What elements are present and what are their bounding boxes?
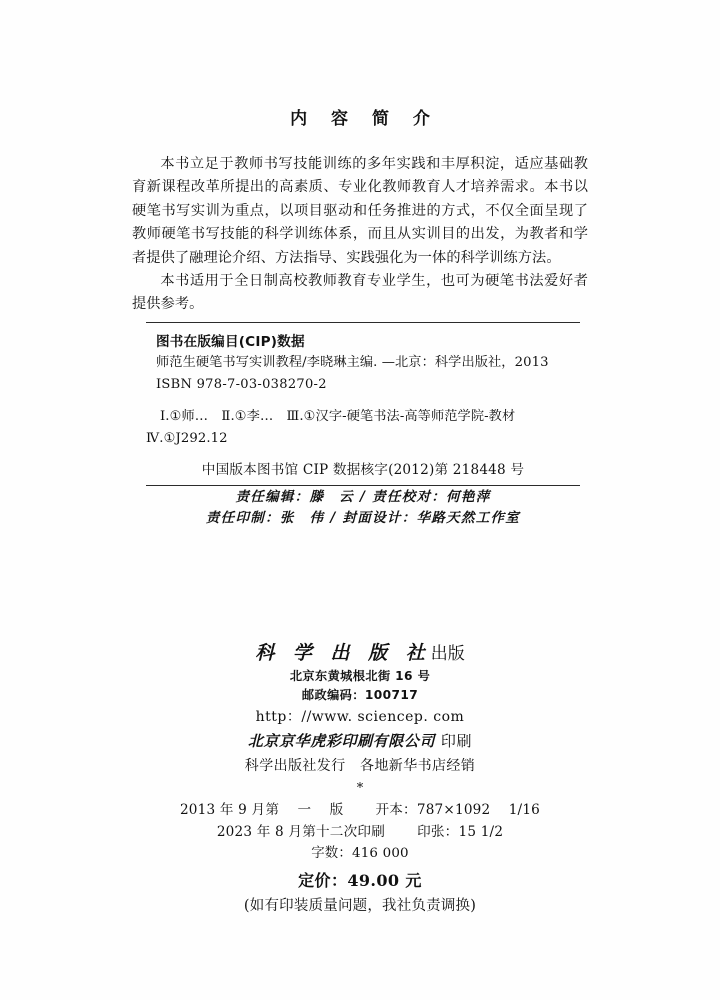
printer-name: 北京京华虎彩印刷有限公司 bbox=[247, 732, 436, 750]
publisher-logo-name: 科 学 出 版 社 bbox=[255, 642, 431, 664]
publisher-url: http：//www. sciencep. com bbox=[255, 709, 465, 725]
cip-core-number: 中国版本图书馆 CIP 数据核字(2012)第 218448 号 bbox=[201, 462, 525, 478]
publisher-address: 北京东黄城根北街 16 号 bbox=[289, 669, 431, 683]
publisher-section bbox=[0, 640, 720, 918]
distribution-line: 科学出版社发行 各地新华书店经销 bbox=[244, 758, 476, 774]
summary-paragraph-1: 本书立足于教师书写技能训练的多年实践和丰厚积淀，适应基础教育新课程改革所提出的高素质、专业化教师教育人才培养需求。本书以硬笔书写实训为重点，以项目驱动和任务推进的方式，不仅全面呈现了教师硬笔书写技能的科学训练体系，而且从实训目的出发，为教者和学者提供了融理论介绍、方法指导、实践强化为一体的科学训练方法。 bbox=[132, 156, 588, 266]
separator-asterisk: * bbox=[356, 781, 364, 796]
summary-paragraph-2: 本书适用于全日制高校教师教育专业学生，也可为硬笔书法爱好者提供参考。 bbox=[132, 273, 588, 313]
credits-editor-line: 责任编辑：滕 云 / 责任校对：何艳萍 bbox=[235, 489, 491, 505]
page-title: 内 容 简 介 bbox=[290, 109, 439, 129]
cip-heading: 图书在版编目(CIP)数据 bbox=[156, 334, 305, 350]
publisher-logo-suffix: 出版 bbox=[430, 644, 465, 664]
cip-classification-line-1: Ⅰ.①师… Ⅱ.①李… Ⅲ.①汉字-硬笔书法-高等师范学院-教材 bbox=[160, 409, 516, 424]
price-line: 定价：49.00 元 bbox=[298, 871, 422, 890]
impression-line: 2023 年 8 月第十二次印刷 印张：15 1/2 bbox=[216, 824, 504, 840]
cip-bottom-rule bbox=[146, 485, 580, 486]
cip-isbn: ISBN 978-7-03-038270-2 bbox=[156, 376, 327, 392]
printer-line bbox=[0, 729, 720, 754]
edition-line: 2013 年 9 月第 一 版 开本：787×1092 1/16 bbox=[179, 802, 541, 818]
printer-suffix: 印刷 bbox=[440, 732, 473, 750]
word-count-line: 字数：416 000 bbox=[311, 846, 409, 861]
cip-classification-line-2: Ⅳ.①J292.12 bbox=[146, 430, 228, 446]
cip-section bbox=[146, 322, 580, 486]
publisher-postcode: 邮政编码：100717 bbox=[301, 688, 419, 702]
quality-notice: (如有印装质量问题，我社负责调换) bbox=[243, 898, 477, 914]
credits-production-line: 责任印制：张 伟 / 封面设计：华路天然工作室 bbox=[205, 510, 521, 526]
publisher-logo bbox=[0, 640, 720, 667]
cip-classification bbox=[146, 406, 580, 449]
cip-title-line: 师范生硬笔书写实训教程/李晓琳主编. —北京：科学出版社，2013 bbox=[156, 355, 549, 370]
credits-section bbox=[146, 487, 580, 529]
summary-section bbox=[132, 104, 588, 317]
